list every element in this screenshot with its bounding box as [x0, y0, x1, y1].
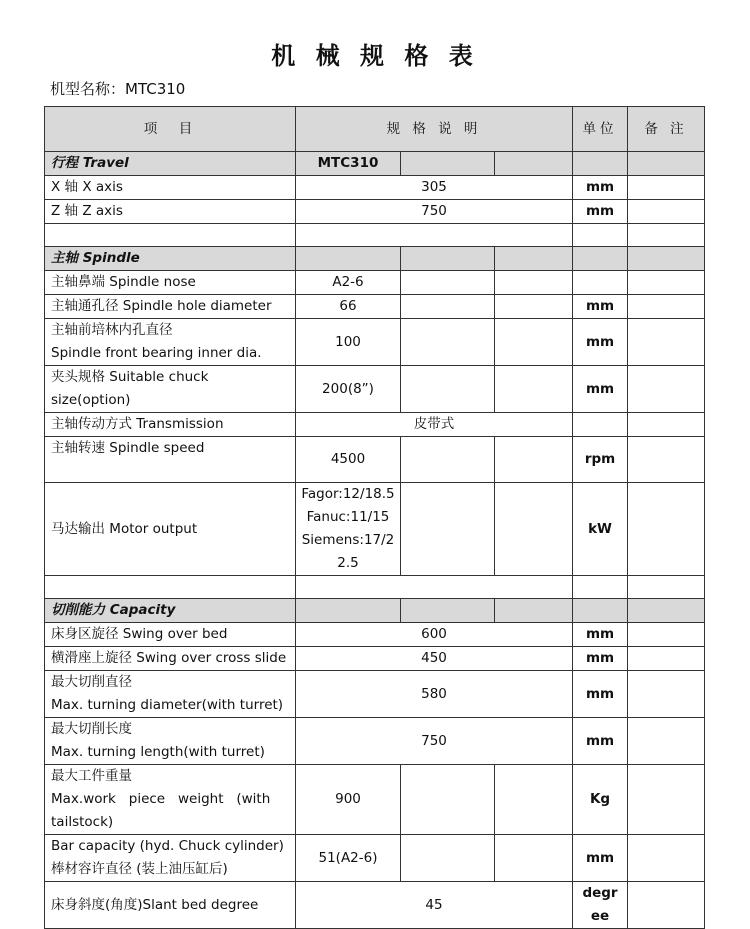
row-unit: mm — [573, 623, 628, 647]
row-unit: degree — [573, 882, 628, 929]
table-row — [45, 718, 705, 765]
empty-row — [45, 576, 705, 599]
spec-table — [44, 106, 705, 929]
row-label-cn: 主轴前培林内孔直径 — [51, 322, 173, 338]
row-label: 床身区旋径 Swing over bed — [45, 623, 296, 647]
motor-line: Fagor:12/18.5 — [301, 486, 395, 502]
table-row — [45, 295, 705, 319]
row-unit: Kg — [573, 765, 628, 835]
row-label — [45, 835, 296, 882]
row-value — [296, 483, 401, 576]
table-header — [45, 107, 705, 152]
motor-line: Fanuc:11/15 — [306, 509, 390, 525]
row-label: 横滑座上旋径 Swing over cross slide — [45, 647, 296, 671]
row-value: 580 — [296, 671, 573, 718]
row-label: 夹头规格 Suitable chuck size(option) — [45, 366, 296, 413]
row-unit: mm — [573, 671, 628, 718]
row-value: 305 — [296, 176, 573, 200]
row-label: 主轴鼻端 Spindle nose — [45, 271, 296, 295]
table-row — [45, 319, 705, 366]
section-title: 主轴 Spindle — [45, 247, 296, 271]
row-label-cn: 最大切削长度 — [51, 721, 132, 737]
model-cell: MTC310 — [296, 152, 401, 176]
row-label-en: Bar capacity (hyd. Chuck cylinder) — [51, 838, 284, 854]
row-value: 900 — [296, 765, 401, 835]
row-label-cn: 棒材容许直径 (装上油压缸后) — [51, 861, 228, 877]
table-row — [45, 882, 705, 929]
table-row — [45, 413, 705, 437]
row-unit: mm — [573, 835, 628, 882]
row-unit: kW — [573, 483, 628, 576]
row-unit: mm — [573, 295, 628, 319]
table-row — [45, 671, 705, 718]
row-value: 450 — [296, 647, 573, 671]
row-value: 4500 — [296, 437, 401, 483]
table-row — [45, 366, 705, 413]
table-row — [45, 647, 705, 671]
table-row — [45, 271, 705, 295]
row-label: 床身斜度(角度)Slant bed degree — [45, 882, 296, 929]
row-label-cn: 最大工件重量 — [51, 768, 132, 784]
row-unit: mm — [573, 176, 628, 200]
table-row — [45, 200, 705, 224]
table-row — [45, 765, 705, 835]
motor-line: 2.5 — [337, 555, 359, 571]
row-value: 51(A2-6) — [296, 835, 401, 882]
row-label-en: Spindle front bearing inner dia. — [51, 345, 262, 361]
header-unit: 单位 — [573, 107, 628, 152]
header-item: 项 目 — [45, 107, 296, 152]
row-value: A2-6 — [296, 271, 401, 295]
table-row — [45, 437, 705, 483]
row-label-en: Max. turning length(with turret) — [51, 744, 265, 760]
row-label-en: Max. turning diameter(with turret) — [51, 697, 284, 713]
row-value: 750 — [296, 718, 573, 765]
motor-line: Siemens:17/2 — [301, 532, 395, 548]
row-unit: mm — [573, 647, 628, 671]
table-row — [45, 835, 705, 882]
row-value: 皮带式 — [296, 413, 573, 437]
table-row — [45, 623, 705, 647]
model-name: 机型名称：MTC310 — [50, 80, 186, 98]
section-title: 行程 Travel — [45, 152, 296, 176]
row-label — [45, 671, 296, 718]
row-label-en: Max.work piece weight (with tailstock) — [51, 791, 275, 830]
row-label: 马达输出 Motor output — [45, 483, 296, 576]
row-label: 主轴传动方式 Transmission — [45, 413, 296, 437]
section-title: 切削能力 Capacity — [45, 599, 296, 623]
row-value: 200(8”) — [296, 366, 401, 413]
row-label: X 轴 X axis — [45, 176, 296, 200]
header-remark: 备 注 — [628, 107, 705, 152]
row-label — [45, 765, 296, 835]
page-title: 机 械 规 格 表 — [271, 42, 479, 70]
row-unit: mm — [573, 718, 628, 765]
row-value: 750 — [296, 200, 573, 224]
row-unit: mm — [573, 366, 628, 413]
row-unit: rpm — [573, 437, 628, 483]
row-label — [45, 319, 296, 366]
header-spec: 规 格 说 明 — [296, 107, 573, 152]
row-label: 主轴转速 Spindle speed — [45, 437, 296, 483]
table-row — [45, 176, 705, 200]
row-unit: mm — [573, 319, 628, 366]
row-value: 600 — [296, 623, 573, 647]
section-capacity — [45, 599, 705, 623]
row-label-cn: 最大切削直径 — [51, 674, 132, 690]
table-row — [45, 483, 705, 576]
section-spindle — [45, 247, 705, 271]
row-value: 100 — [296, 319, 401, 366]
row-label: Z 轴 Z axis — [45, 200, 296, 224]
row-value: 66 — [296, 295, 401, 319]
row-value: 45 — [296, 882, 573, 929]
row-unit: mm — [573, 200, 628, 224]
row-label: 主轴通孔径 Spindle hole diameter — [45, 295, 296, 319]
empty-row — [45, 224, 705, 247]
section-travel — [45, 152, 705, 176]
row-label — [45, 718, 296, 765]
